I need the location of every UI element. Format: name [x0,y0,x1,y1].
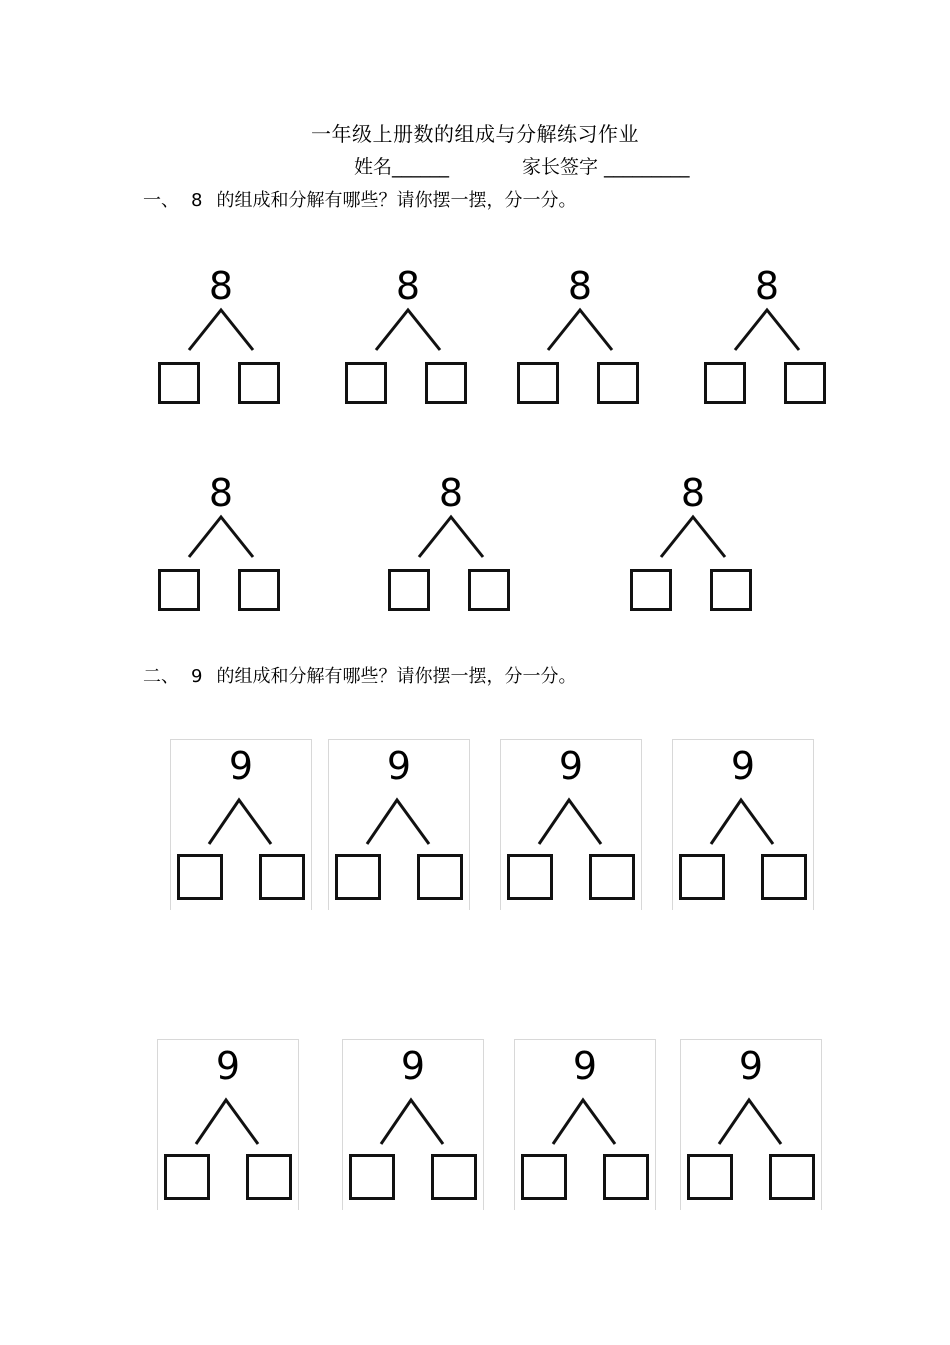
tree-top-number: 8 [567,264,593,308]
answer-box-right[interactable] [238,569,280,611]
decomposition-tree-9 [157,1039,299,1210]
tree-top-number: 8 [438,471,464,515]
name-field-label: 姓名______ [354,156,450,178]
answer-box-left[interactable] [521,1154,567,1200]
answer-box-right[interactable] [259,854,305,900]
tree-top-number: 8 [208,264,234,308]
parent-signature-label: 家长签字 _________ [522,156,690,178]
decomposition-tree-8 [151,266,291,436]
tree-branch-lines [381,473,521,643]
answer-box-left[interactable] [164,1154,210,1200]
section-1-marker: 一、 [143,190,179,211]
decomposition-tree-9 [514,1039,656,1210]
tree-top-number: 9 [228,744,254,788]
tree-top-number: 9 [215,1044,241,1088]
decomposition-tree-8 [623,473,763,643]
section-2-number: 9 [191,666,203,687]
answer-box-left[interactable] [349,1154,395,1200]
answer-box-right[interactable] [784,362,826,404]
worksheet-title: 一年级上册数的组成与分解练习作业 [311,122,639,146]
decomposition-tree-9 [342,1039,484,1210]
answer-box-right[interactable] [246,1154,292,1200]
answer-box-left[interactable] [687,1154,733,1200]
answer-box-right[interactable] [597,362,639,404]
answer-box-left[interactable] [507,854,553,900]
decomposition-tree-9 [328,739,470,910]
section-2-text: 的组成和分解有哪些？请你摆一摆，分一分。 [216,666,577,687]
answer-box-left[interactable] [630,569,672,611]
answer-box-right[interactable] [431,1154,477,1200]
tree-top-number: 9 [730,744,756,788]
decomposition-tree-8 [381,473,521,643]
answer-box-right[interactable] [589,854,635,900]
decomposition-tree-9 [170,739,312,910]
answer-box-left[interactable] [345,362,387,404]
section-1-heading [143,186,576,212]
section-1-number: 8 [191,190,203,211]
decomposition-tree-9 [672,739,814,910]
tree-branch-lines [338,266,478,436]
answer-box-left[interactable] [704,362,746,404]
tree-top-number: 9 [572,1044,598,1088]
answer-box-left[interactable] [679,854,725,900]
section-1-text: 的组成和分解有哪些？请你摆一摆，分一分。 [216,190,577,211]
section-2-heading [143,662,576,688]
tree-top-number: 9 [558,744,584,788]
tree-branch-lines [623,473,763,643]
answer-box-left[interactable] [335,854,381,900]
tree-branch-lines [510,266,650,436]
tree-branch-lines [697,266,837,436]
decomposition-tree-9 [500,739,642,910]
section-2-marker: 二、 [143,666,179,687]
answer-box-left[interactable] [158,362,200,404]
decomposition-tree-8 [697,266,837,436]
tree-branch-lines [151,473,291,643]
answer-box-right[interactable] [769,1154,815,1200]
tree-top-number: 8 [754,264,780,308]
answer-box-left[interactable] [388,569,430,611]
answer-box-right[interactable] [761,854,807,900]
tree-top-number: 8 [395,264,421,308]
answer-box-right[interactable] [603,1154,649,1200]
decomposition-tree-8 [510,266,650,436]
decomposition-tree-9 [680,1039,822,1210]
answer-box-right[interactable] [468,569,510,611]
answer-box-right[interactable] [425,362,467,404]
tree-branch-lines [151,266,291,436]
answer-box-right[interactable] [238,362,280,404]
tree-top-number: 9 [738,1044,764,1088]
decomposition-tree-8 [338,266,478,436]
answer-box-left[interactable] [177,854,223,900]
answer-box-left[interactable] [158,569,200,611]
tree-top-number: 8 [208,471,234,515]
answer-box-left[interactable] [517,362,559,404]
decomposition-tree-8 [151,473,291,643]
answer-box-right[interactable] [417,854,463,900]
tree-top-number: 9 [386,744,412,788]
tree-top-number: 8 [680,471,706,515]
answer-box-right[interactable] [710,569,752,611]
tree-top-number: 9 [400,1044,426,1088]
